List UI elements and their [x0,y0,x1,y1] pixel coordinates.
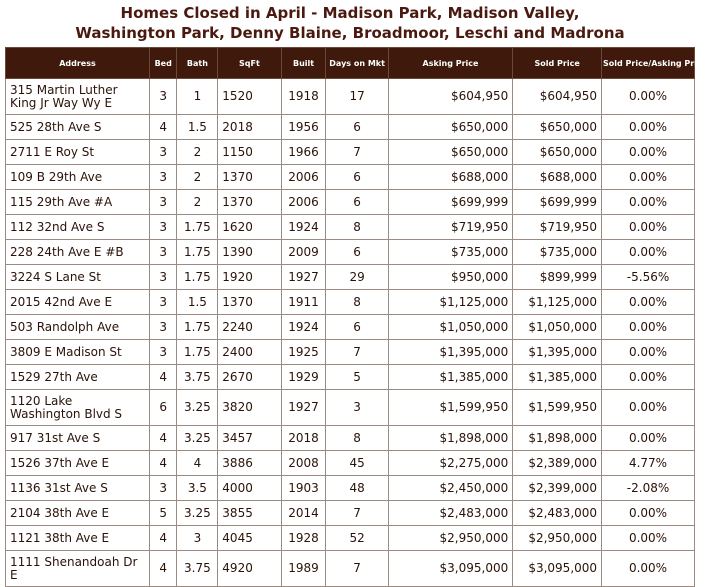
table-row [6,165,695,190]
header-sqft: SqFt [218,48,281,79]
sold-price-cell: $1,599,950 [513,390,602,426]
sqft-cell: 1150 [218,140,281,165]
sold-asking-ratio-cell: 0.00% [602,140,695,165]
title-line-2: Washington Park, Denny Blaine, Broadmoor, Leschi and Madrona [75,24,625,42]
asking-price-cell: $1,599,950 [388,390,513,426]
sold-asking-ratio-cell: 4.77% [602,451,695,476]
table-row [6,526,695,551]
asking-price-cell: $2,483,000 [388,501,513,526]
address-cell: 3224 S Lane St [6,265,150,290]
sold-price-cell: $1,898,000 [513,426,602,451]
sold-asking-ratio-cell: 0.00% [602,240,695,265]
table-row [6,315,695,340]
sold-asking-ratio-cell: 0.00% [602,115,695,140]
bed-cell: 4 [149,426,177,451]
sold-price-cell: $688,000 [513,165,602,190]
days-on-market-cell: 6 [326,190,388,215]
sold-asking-ratio-cell: 0.00% [602,365,695,390]
days-on-market-cell: 5 [326,365,388,390]
sold-asking-ratio-cell: 0.00% [602,315,695,340]
sold-price-cell: $2,483,000 [513,501,602,526]
table-row [6,476,695,501]
days-on-market-cell: 29 [326,265,388,290]
asking-price-cell: $735,000 [388,240,513,265]
days-on-market-cell: 8 [326,215,388,240]
sqft-cell: 1370 [218,165,281,190]
days-on-market-cell: 6 [326,315,388,340]
built-cell: 1927 [281,265,326,290]
bath-cell: 1.75 [177,240,218,265]
bed-cell: 4 [149,451,177,476]
bath-cell: 3.25 [177,426,218,451]
page-title [0,0,700,43]
sold-price-cell: $650,000 [513,115,602,140]
address-cell: 1121 38th Ave E [6,526,150,551]
address-cell: 503 Randolph Ave [6,315,150,340]
sold-price-cell: $650,000 [513,140,602,165]
bath-cell: 3.75 [177,365,218,390]
address-cell: 2015 42nd Ave E [6,290,150,315]
address-cell: 1111 Shenandoah Dr E [6,551,150,587]
bed-cell: 3 [149,315,177,340]
built-cell: 1956 [281,115,326,140]
table-row [6,365,695,390]
bath-cell: 1.75 [177,215,218,240]
asking-price-cell: $1,050,000 [388,315,513,340]
days-on-market-cell: 45 [326,451,388,476]
address-cell: 1526 37th Ave E [6,451,150,476]
bed-cell: 3 [149,190,177,215]
sqft-cell: 1370 [218,190,281,215]
bath-cell: 4 [177,451,218,476]
sqft-cell: 1370 [218,290,281,315]
sqft-cell: 3820 [218,390,281,426]
built-cell: 1928 [281,526,326,551]
asking-price-cell: $950,000 [388,265,513,290]
asking-price-cell: $1,395,000 [388,340,513,365]
bath-cell: 3.75 [177,551,218,587]
sold-asking-ratio-cell: 0.00% [602,290,695,315]
table-header-row [6,48,695,79]
table-row [6,240,695,265]
sold-asking-ratio-cell: -2.08% [602,476,695,501]
bed-cell: 5 [149,501,177,526]
days-on-market-cell: 8 [326,426,388,451]
header-address: Address [6,48,150,79]
header-bath: Bath [177,48,218,79]
days-on-market-cell: 48 [326,476,388,501]
table-row [6,426,695,451]
sold-asking-ratio-cell: 0.00% [602,165,695,190]
bath-cell: 2 [177,140,218,165]
table-row [6,79,695,115]
asking-price-cell: $650,000 [388,140,513,165]
days-on-market-cell: 7 [326,551,388,587]
bed-cell: 3 [149,165,177,190]
built-cell: 2009 [281,240,326,265]
bed-cell: 3 [149,240,177,265]
sold-price-cell: $604,950 [513,79,602,115]
header-days-on-market: Days on Mkt [326,48,388,79]
sold-asking-ratio-cell: 0.00% [602,215,695,240]
bath-cell: 1.75 [177,265,218,290]
address-cell: 115 29th Ave #A [6,190,150,215]
sold-price-cell: $719,950 [513,215,602,240]
bed-cell: 4 [149,551,177,587]
built-cell: 1929 [281,365,326,390]
header-sold-asking-ratio: Sold Price/Asking Price [602,48,695,79]
table-row [6,140,695,165]
asking-price-cell: $1,898,000 [388,426,513,451]
sqft-cell: 3886 [218,451,281,476]
sqft-cell: 4920 [218,551,281,587]
sqft-cell: 3457 [218,426,281,451]
days-on-market-cell: 52 [326,526,388,551]
address-cell: 525 28th Ave S [6,115,150,140]
address-cell: 2711 E Roy St [6,140,150,165]
built-cell: 1966 [281,140,326,165]
sold-asking-ratio-cell: 0.00% [602,426,695,451]
sold-price-cell: $2,389,000 [513,451,602,476]
bath-cell: 1.75 [177,340,218,365]
sqft-cell: 2240 [218,315,281,340]
built-cell: 2008 [281,451,326,476]
sqft-cell: 4000 [218,476,281,501]
sqft-cell: 1620 [218,215,281,240]
sold-price-cell: $1,395,000 [513,340,602,365]
homes-table [5,47,707,587]
asking-price-cell: $3,095,000 [388,551,513,587]
built-cell: 1989 [281,551,326,587]
table-row [6,190,695,215]
asking-price-cell: $719,950 [388,215,513,240]
address-cell: 2104 38th Ave E [6,501,150,526]
sold-asking-ratio-cell: 0.00% [602,501,695,526]
built-cell: 2006 [281,165,326,190]
sold-price-cell: $899,999 [513,265,602,290]
sold-price-cell: $3,095,000 [513,551,602,587]
asking-price-cell: $1,385,000 [388,365,513,390]
sold-price-cell: $735,000 [513,240,602,265]
asking-price-cell: $2,950,000 [388,526,513,551]
bed-cell: 3 [149,79,177,115]
bath-cell: 2 [177,165,218,190]
header-bed: Bed [149,48,177,79]
days-on-market-cell: 7 [326,140,388,165]
sqft-cell: 1520 [218,79,281,115]
table-row [6,290,695,315]
built-cell: 1918 [281,79,326,115]
built-cell: 1924 [281,315,326,340]
built-cell: 2006 [281,190,326,215]
table-row [6,340,695,365]
days-on-market-cell: 6 [326,240,388,265]
bath-cell: 1.75 [177,315,218,340]
sold-price-cell: $1,125,000 [513,290,602,315]
address-cell: 112 32nd Ave S [6,215,150,240]
sqft-cell: 1920 [218,265,281,290]
table-row [6,390,695,426]
sold-asking-ratio-cell: 0.00% [602,526,695,551]
built-cell: 2018 [281,426,326,451]
header-asking-price: Asking Price [388,48,513,79]
bath-cell: 3 [177,526,218,551]
days-on-market-cell: 7 [326,501,388,526]
sqft-cell: 1390 [218,240,281,265]
sold-price-cell: $699,999 [513,190,602,215]
built-cell: 1911 [281,290,326,315]
table-row [6,501,695,526]
sqft-cell: 3855 [218,501,281,526]
bath-cell: 1.5 [177,290,218,315]
asking-price-cell: $688,000 [388,165,513,190]
sqft-cell: 2400 [218,340,281,365]
address-cell: 315 Martin Luther King Jr Way Wy E [6,79,150,115]
bed-cell: 3 [149,215,177,240]
sold-price-cell: $2,399,000 [513,476,602,501]
built-cell: 1927 [281,390,326,426]
sold-asking-ratio-cell: 0.00% [602,190,695,215]
days-on-market-cell: 8 [326,290,388,315]
bed-cell: 3 [149,290,177,315]
header-sold-price: Sold Price [513,48,602,79]
days-on-market-cell: 3 [326,390,388,426]
bath-cell: 2 [177,190,218,215]
address-cell: 1120 Lake Washington Blvd S [6,390,150,426]
sold-asking-ratio-cell: 0.00% [602,551,695,587]
sold-price-cell: $2,950,000 [513,526,602,551]
bed-cell: 6 [149,390,177,426]
sold-price-cell: $1,385,000 [513,365,602,390]
table-row [6,265,695,290]
bath-cell: 3.25 [177,501,218,526]
bath-cell: 1.5 [177,115,218,140]
header-built: Built [281,48,326,79]
sqft-cell: 2018 [218,115,281,140]
days-on-market-cell: 6 [326,165,388,190]
sold-asking-ratio-cell: 0.00% [602,390,695,426]
bed-cell: 3 [149,265,177,290]
built-cell: 1924 [281,215,326,240]
address-cell: 1136 31st Ave S [6,476,150,501]
address-cell: 917 31st Ave S [6,426,150,451]
bed-cell: 4 [149,365,177,390]
bed-cell: 3 [149,476,177,501]
table-row [6,451,695,476]
title-line-1: Homes Closed in April - Madison Park, Madison Valley, [120,4,580,22]
sold-price-cell: $1,050,000 [513,315,602,340]
address-cell: 228 24th Ave E #B [6,240,150,265]
days-on-market-cell: 6 [326,115,388,140]
built-cell: 2014 [281,501,326,526]
bath-cell: 3.25 [177,390,218,426]
table-row [6,115,695,140]
bath-cell: 3.5 [177,476,218,501]
address-cell: 1529 27th Ave [6,365,150,390]
asking-price-cell: $2,450,000 [388,476,513,501]
address-cell: 3809 E Madison St [6,340,150,365]
days-on-market-cell: 17 [326,79,388,115]
bed-cell: 3 [149,140,177,165]
days-on-market-cell: 7 [326,340,388,365]
asking-price-cell: $699,999 [388,190,513,215]
sqft-cell: 4045 [218,526,281,551]
sold-asking-ratio-cell: 0.00% [602,340,695,365]
bath-cell: 1 [177,79,218,115]
asking-price-cell: $1,125,000 [388,290,513,315]
sold-asking-ratio-cell: 0.00% [602,79,695,115]
address-cell: 109 B 29th Ave [6,165,150,190]
asking-price-cell: $604,950 [388,79,513,115]
table-row [6,551,695,587]
asking-price-cell: $650,000 [388,115,513,140]
bed-cell: 3 [149,340,177,365]
bed-cell: 4 [149,115,177,140]
bed-cell: 4 [149,526,177,551]
table-row [6,215,695,240]
asking-price-cell: $2,275,000 [388,451,513,476]
built-cell: 1925 [281,340,326,365]
sqft-cell: 2670 [218,365,281,390]
built-cell: 1903 [281,476,326,501]
sold-asking-ratio-cell: -5.56% [602,265,695,290]
